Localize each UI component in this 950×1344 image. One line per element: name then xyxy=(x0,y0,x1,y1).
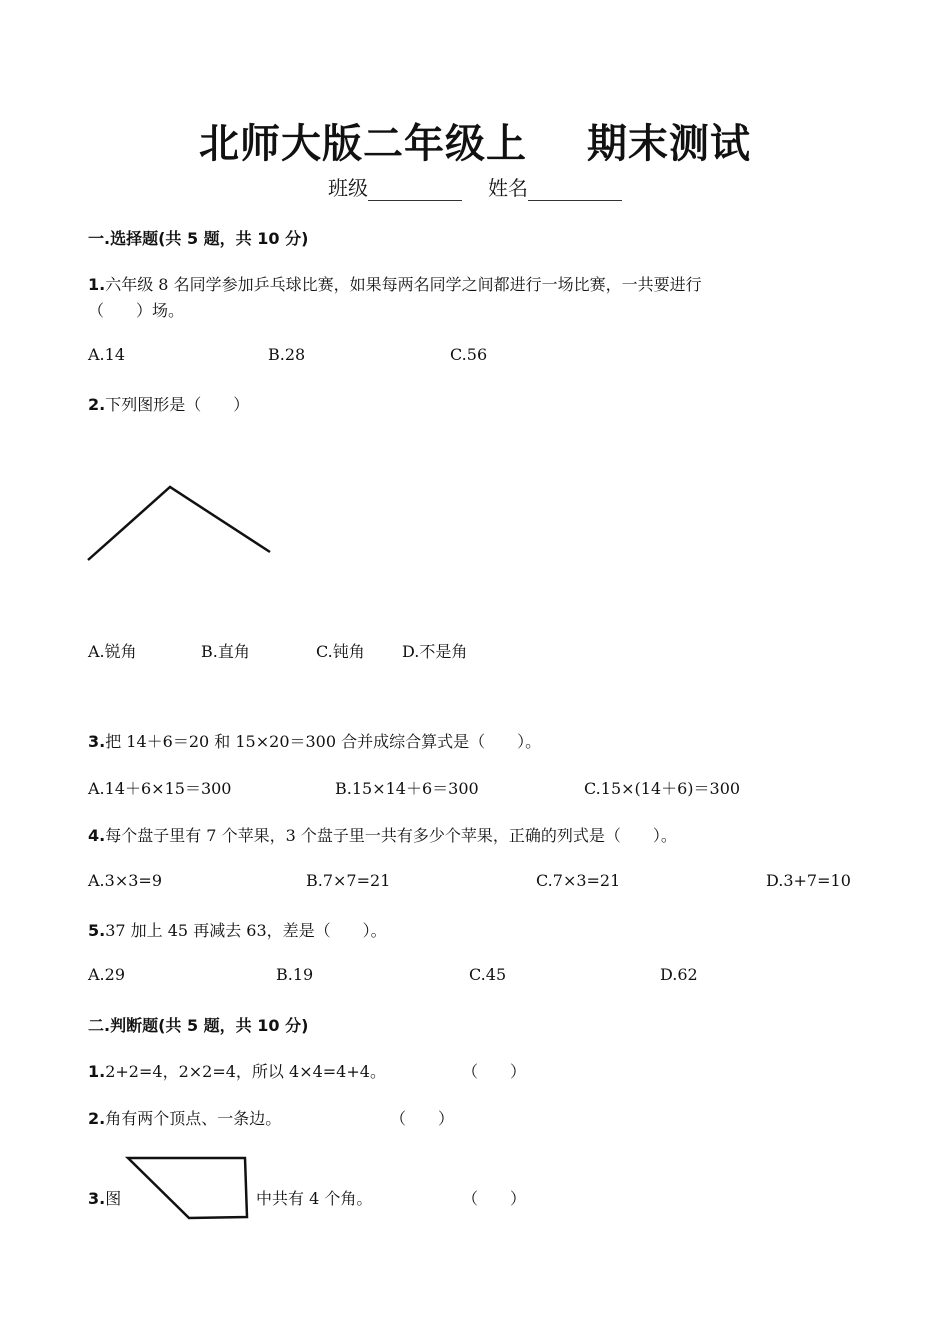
question-text: 下列图形是（ ） xyxy=(105,395,250,414)
option-c[interactable]: C.15×(14＋6)＝300 xyxy=(584,779,741,798)
option-b[interactable]: B.28 xyxy=(268,345,306,364)
name-label: 姓名 xyxy=(488,176,528,200)
title-main: 北师大版二年级上 xyxy=(199,121,527,167)
option-a[interactable]: A.锐角 xyxy=(88,642,137,661)
answer-blank[interactable]: （ ） xyxy=(462,1189,527,1208)
question-number: 3. xyxy=(88,732,106,751)
class-label: 班级 xyxy=(328,176,368,200)
option-b[interactable]: B.19 xyxy=(276,965,314,984)
option-a[interactable]: A.14 xyxy=(88,345,125,364)
answer-blank[interactable]: （ ） xyxy=(462,1062,527,1081)
answer-blank[interactable]: （ ） xyxy=(390,1109,455,1128)
question-text: 每个盘子里有 7 个苹果，3 个盘子里一共有多少个苹果，正确的列式是（ ）。 xyxy=(105,826,677,845)
option-d[interactable]: D.62 xyxy=(660,965,698,984)
option-d[interactable]: D.3+7=10 xyxy=(766,871,851,890)
option-c[interactable]: C.56 xyxy=(450,345,488,364)
question-number: 4. xyxy=(88,826,106,845)
question-number: 2. xyxy=(88,1109,106,1128)
question-text: 把 14＋6＝20 和 15×20＝300 合并成综合算式是（ ）。 xyxy=(105,732,542,751)
question-text: 角有两个顶点、一条边。 xyxy=(105,1109,282,1128)
option-c[interactable]: C.45 xyxy=(469,965,507,984)
question-1-line2: （ ）场。 xyxy=(88,301,185,320)
question-number: 2. xyxy=(88,395,106,414)
question-text: 六年级 8 名同学参加乒乓球比赛，如果每两名同学之间都进行一场比赛，一共要进行 xyxy=(105,275,702,294)
question-text: 37 加上 45 再减去 63，差是（ ）。 xyxy=(105,921,387,940)
question-text-after: 中共有 4 个角。 xyxy=(256,1189,373,1208)
option-b[interactable]: B.15×14＋6＝300 xyxy=(335,779,479,798)
title-sub: 期末测试 xyxy=(587,121,751,167)
option-a[interactable]: A.3×3=9 xyxy=(88,871,162,890)
question-text: 2+2=4，2×2=4，所以 4×4=4+4。 xyxy=(105,1062,386,1081)
option-c[interactable]: C.钝角 xyxy=(316,642,365,661)
question-number: 3. xyxy=(88,1189,106,1208)
option-a[interactable]: A.29 xyxy=(88,965,125,984)
option-c[interactable]: C.7×3=21 xyxy=(536,871,621,890)
question-number: 5. xyxy=(88,921,106,940)
option-a[interactable]: A.14＋6×15＝300 xyxy=(88,779,232,798)
question-number: 1. xyxy=(88,1062,106,1081)
question-text-before: 图 xyxy=(105,1189,122,1208)
section2-heading: 二.判断题(共 5 题，共 10 分) xyxy=(88,1016,309,1035)
question-number: 1. xyxy=(88,275,106,294)
option-d[interactable]: D.不是角 xyxy=(402,642,468,661)
option-b[interactable]: B.7×7=21 xyxy=(306,871,391,890)
option-b[interactable]: B.直角 xyxy=(201,642,250,661)
section1-heading: 一.选择题(共 5 题，共 10 分) xyxy=(88,229,309,248)
